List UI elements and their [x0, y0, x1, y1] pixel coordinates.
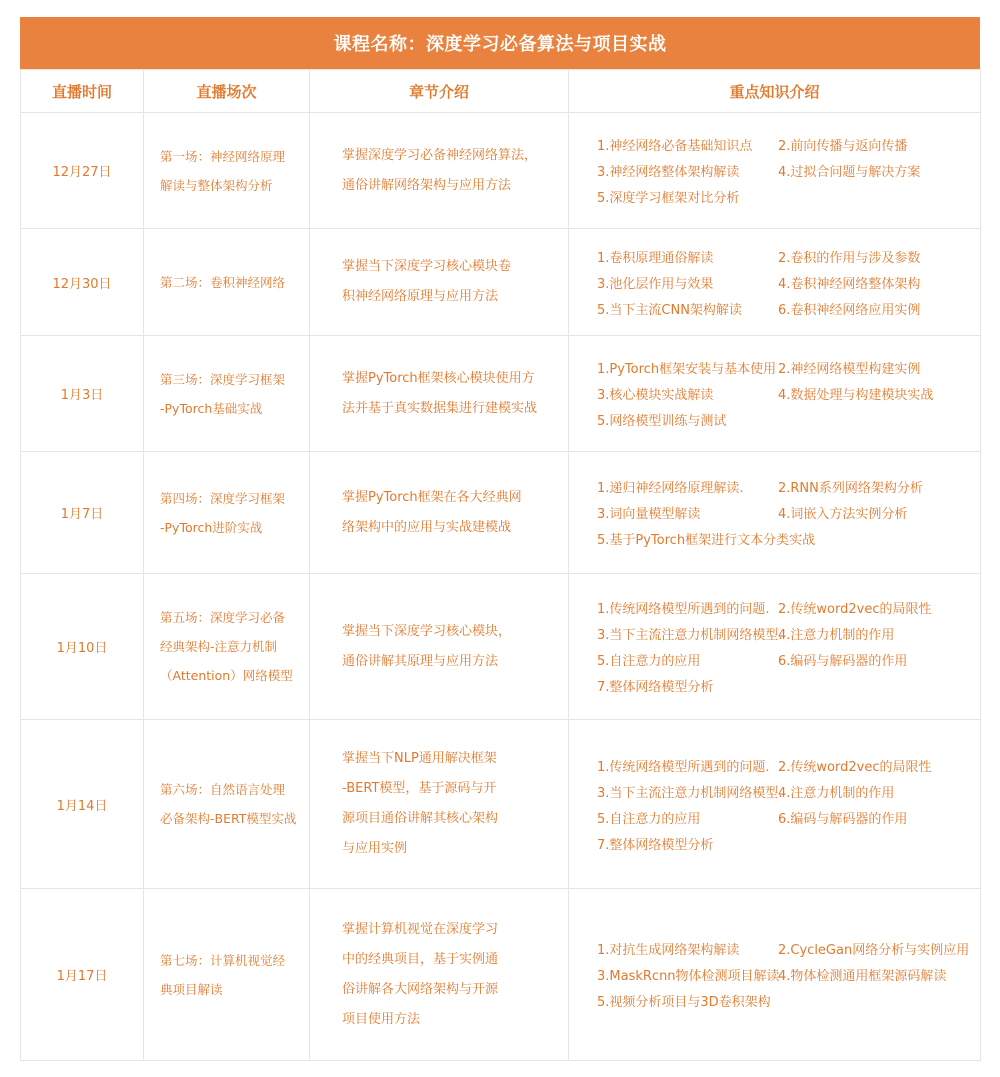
key-point-item: 3.核心模块实战解读: [597, 388, 714, 403]
key-point-item: 4.词嵌入方法实例分析: [778, 507, 908, 522]
key-point-item: 1.PyTorch框架安装与基本使用: [597, 362, 777, 377]
key-point-line: [597, 184, 976, 210]
table-row: [21, 720, 981, 889]
key-point-item: 2.卷积的作用与涉及参数: [778, 250, 921, 266]
key-point-line: [597, 526, 976, 552]
key-points: [569, 113, 981, 229]
session-line: 第二场：卷积神经网络: [160, 274, 286, 290]
intro-line: 通俗讲解网络架构与应用方法: [342, 177, 512, 193]
table-row: [21, 113, 981, 229]
key-points: [569, 574, 981, 720]
header-session: 直播场次: [144, 70, 310, 113]
session-line: -PyTorch基础实战: [160, 400, 263, 416]
intro-line: 掌握深度学习必备神经网络算法，: [342, 147, 538, 163]
key-point-line: [597, 752, 976, 778]
key-point-item: 3.词向量模型解读: [597, 507, 701, 522]
session-line: （Attention）网络模型: [160, 668, 293, 683]
key-point-item: 5.自注意力的应用: [597, 654, 701, 669]
session-line: -PyTorch进阶实战: [160, 519, 263, 535]
key-point-line: [597, 381, 976, 407]
chapter-intro: [310, 889, 569, 1061]
intro-line: 掌握计算机视觉在深度学习: [342, 921, 499, 937]
key-point-line: [597, 804, 976, 830]
session-line: 第五场：深度学习必备: [160, 610, 286, 625]
session-line: 第七场：计算机视觉经: [160, 952, 286, 968]
header-intro: 章节介绍: [310, 70, 569, 113]
key-point-item: 4.过拟合问题与解决方案: [778, 165, 921, 180]
live-session: [144, 720, 310, 889]
key-point-item: 5.当下主流CNN架构解读: [597, 302, 742, 318]
intro-line: 中的经典项目，基于实例通: [342, 951, 499, 967]
key-point-item: 3.当下主流注意力机制网络模型.: [597, 628, 783, 643]
schedule-table: [20, 69, 981, 1061]
key-point-item: 1.传统网络模型所遇到的问题.: [597, 759, 770, 775]
intro-line: 积神经网络原理与应用方法: [342, 289, 499, 304]
key-point-item: 2.RNN系列网络架构分析: [778, 481, 923, 496]
key-point-item: 7.整体网络模型分析: [597, 680, 714, 695]
key-point-line: [597, 673, 976, 699]
key-point-line: [597, 269, 976, 295]
live-session: [144, 336, 310, 452]
key-point-item: 1.对抗生成网络架构解读: [597, 943, 740, 958]
live-time: 1月7日: [21, 452, 144, 574]
session-line: 第三场：深度学习框架: [160, 371, 286, 387]
intro-line: 俗讲解各大网络架构与开源: [342, 981, 499, 997]
key-points: [569, 452, 981, 574]
intro-line: 络架构中的应用与实战建模战: [342, 519, 512, 535]
live-time: 1月14日: [21, 720, 144, 889]
session-line: 解读与整体架构分析: [160, 177, 273, 193]
intro-line: 通俗讲解其原理与应用方法: [342, 653, 499, 669]
key-point-line: [597, 355, 976, 381]
key-point-line: [597, 647, 976, 673]
key-point-line: [597, 988, 976, 1014]
intro-line: 掌握当下深度学习核心模块卷: [342, 259, 512, 274]
session-line: 第一场：神经网络原理: [160, 148, 286, 164]
live-session: [144, 113, 310, 229]
key-point-item: 6.卷积神经网络应用实例: [778, 302, 921, 318]
key-point-item: 1.卷积原理通俗解读: [597, 250, 714, 266]
key-point-item: 4.数据处理与构建模块实战: [778, 388, 934, 403]
course-title-bar: [20, 17, 980, 69]
key-point-line: [597, 830, 976, 856]
key-point-line: [597, 132, 976, 158]
key-point-item: 4.注意力机制的作用: [778, 785, 895, 801]
live-session: [144, 574, 310, 720]
key-point-item: 2.传统word2vec的局限性: [778, 602, 932, 617]
key-point-item: 4.卷积神经网络整体架构: [778, 276, 921, 292]
intro-line: 掌握当下NLP通用解决框架: [342, 751, 497, 766]
key-point-item: 6.编码与解码器的作用: [778, 811, 908, 827]
live-session: [144, 452, 310, 574]
key-point-line: [597, 778, 976, 804]
key-point-item: 3.MaskRcnn物体检测项目解读: [597, 969, 780, 984]
key-point-item: 1.递归神经网络原理解读.: [597, 481, 744, 496]
chapter-intro: [310, 336, 569, 452]
live-time: 12月30日: [21, 229, 144, 336]
key-point-item: 5.自注意力的应用: [597, 811, 701, 827]
header-time: 直播时间: [21, 70, 144, 113]
header-points: 重点知识介绍: [569, 70, 981, 113]
intro-line: 项目使用方法: [342, 1011, 421, 1027]
key-point-line: [597, 158, 976, 184]
key-point-item: 2.神经网络模型构建实例: [778, 362, 921, 377]
session-line: 第六场：自然语言处理: [160, 782, 286, 797]
key-point-item: 4.物体检测通用框架源码解读: [778, 969, 947, 984]
key-point-item: 2.传统word2vec的局限性: [778, 759, 932, 775]
session-line: 经典架构-注意力机制: [160, 639, 278, 654]
key-point-item: 7.整体网络模型分析: [597, 837, 714, 853]
key-point-line: [597, 500, 976, 526]
key-point-item: 4.注意力机制的作用: [778, 628, 895, 643]
intro-line: 掌握PyTorch框架核心模块使用方: [342, 370, 535, 386]
intro-line: 掌握PyTorch框架在各大经典网: [342, 489, 522, 505]
key-points: [569, 720, 981, 889]
chapter-intro: [310, 574, 569, 720]
intro-line: 与应用实例: [342, 841, 408, 856]
intro-line: 法并基于真实数据集进行建模实战: [342, 400, 538, 416]
live-time: 12月27日: [21, 113, 144, 229]
key-point-item: 3.神经网络整体架构解读: [597, 165, 740, 180]
course-title: 课程名称：深度学习必备算法与项目实战: [333, 34, 667, 55]
key-points: [569, 336, 981, 452]
key-points: [569, 229, 981, 336]
key-point-item: 3.当下主流注意力机制网络模型.: [597, 785, 783, 801]
chapter-intro: [310, 720, 569, 889]
key-point-item: 5.基于PyTorch框架进行文本分类实战: [597, 533, 816, 548]
key-point-item: 5.网络模型训练与测试: [597, 414, 727, 429]
intro-line: 掌握当下深度学习核心模块，: [342, 623, 512, 639]
chapter-intro: [310, 229, 569, 336]
key-point-item: 2.CycleGan网络分析与实例应用: [778, 943, 970, 958]
live-time: 1月3日: [21, 336, 144, 452]
table-row: [21, 889, 981, 1061]
table-row: [21, 574, 981, 720]
table-row: [21, 336, 981, 452]
chapter-intro: [310, 452, 569, 574]
course-schedule: [20, 17, 980, 1061]
key-point-item: 3.池化层作用与效果: [597, 276, 714, 292]
key-point-line: [597, 962, 976, 988]
intro-line: 源项目通俗讲解其核心架构: [342, 811, 499, 826]
table-row: [21, 452, 981, 574]
session-line: 必备架构-BERT模型实战: [160, 811, 297, 826]
key-point-item: 5.深度学习框架对比分析: [597, 191, 740, 206]
key-point-line: [597, 595, 976, 621]
key-point-item: 5.视频分析项目与3D卷积架构: [597, 995, 771, 1010]
live-session: [144, 889, 310, 1061]
key-point-item: 2.前向传播与返向传播: [778, 139, 908, 154]
key-point-item: 1.神经网络必备基础知识点: [597, 139, 753, 154]
key-point-line: [597, 474, 976, 500]
session-line: 第四场：深度学习框架: [160, 490, 286, 506]
live-session: [144, 229, 310, 336]
chapter-intro: [310, 113, 569, 229]
key-point-line: [597, 936, 976, 962]
key-point-item: 6.编码与解码器的作用: [778, 654, 908, 669]
key-points: [569, 889, 981, 1061]
key-point-line: [597, 407, 976, 433]
intro-line: -BERT模型，基于源码与开: [342, 781, 497, 796]
live-time: 1月17日: [21, 889, 144, 1061]
table-row: [21, 229, 981, 336]
live-time: 1月10日: [21, 574, 144, 720]
key-point-item: 1.传统网络模型所遇到的问题.: [597, 602, 770, 617]
key-point-line: [597, 243, 976, 269]
key-point-line: [597, 295, 976, 321]
key-point-line: [597, 621, 976, 647]
header-row: [21, 70, 981, 113]
session-line: 典项目解读: [160, 981, 223, 997]
